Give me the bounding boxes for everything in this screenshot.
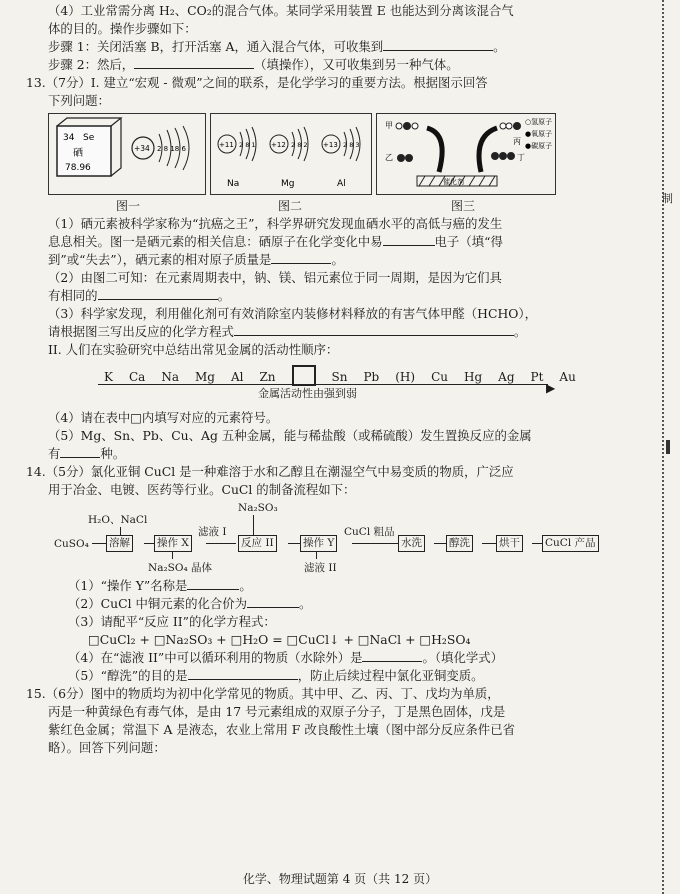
metal-pt: Pt bbox=[530, 370, 544, 384]
selenium-diagram bbox=[49, 114, 205, 194]
flow-vline bbox=[253, 515, 254, 535]
flow-box-dry: 烘干 bbox=[496, 535, 523, 552]
species-jia: 甲 bbox=[385, 121, 393, 130]
answer-blank[interactable] bbox=[60, 445, 100, 458]
figure-1 bbox=[48, 113, 206, 195]
q15-number: 15. bbox=[26, 686, 46, 701]
cucl-flowchart bbox=[48, 499, 652, 577]
q15-l3: 紫红色金属；常温下 A 是液态，农业上常用 F 改良酸性土壤（图中部分反应条件已省 bbox=[48, 722, 515, 737]
content bbox=[26, 2, 652, 757]
q13-intro1-text: （7分）I. 建立“宏观 - 微观”之间的联系，是化学学习的重要方法。根据图示回答 bbox=[45, 75, 488, 90]
q13-p3-2b: 。 bbox=[513, 324, 527, 339]
answer-blank[interactable] bbox=[247, 595, 299, 608]
q14-a1b: 。 bbox=[239, 578, 252, 593]
q14-a2b: 。 bbox=[299, 596, 312, 611]
flow-start: CuSO₄ bbox=[54, 538, 89, 550]
answer-blank[interactable] bbox=[98, 287, 218, 300]
flow-input-top: H₂O、NaCl bbox=[88, 514, 148, 526]
q13-p3-2 bbox=[48, 323, 652, 341]
flow-filtrate-2: 滤液 II bbox=[304, 562, 337, 574]
q13-part2: II. 人们在实验研究中总结出常见金属的活动性顺序： bbox=[48, 342, 339, 357]
q14-a5 bbox=[48, 667, 652, 685]
q14-a5b: ，防止后续过程中氯化亚铜变质。 bbox=[297, 668, 484, 683]
answer-blank[interactable] bbox=[234, 323, 514, 336]
figure-captions bbox=[48, 197, 652, 215]
flow-vline bbox=[172, 551, 173, 559]
mg-shells: 2 8 2 bbox=[291, 141, 308, 149]
caption-fig3: 图三 bbox=[450, 199, 475, 213]
answer-blank[interactable] bbox=[271, 251, 331, 264]
arrow-head-icon: ▶ bbox=[546, 381, 556, 395]
metal-zn: Zn bbox=[259, 370, 276, 384]
se-symbol: Se bbox=[83, 133, 95, 143]
se-mass: 78.96 bbox=[65, 163, 91, 173]
catalysis-diagram bbox=[377, 114, 555, 194]
q13-p5-2a: 有 bbox=[48, 446, 61, 461]
q13-p5-2b: 种。 bbox=[100, 446, 126, 461]
q14-intro2: 用于冶金、电镀、医药等行业。CuCl 的制备流程如下： bbox=[48, 482, 356, 497]
q14-a4 bbox=[48, 649, 652, 667]
q14-a4a: （4）在“滤液 II”中可以循环利用的物质（水除外）是 bbox=[68, 650, 363, 665]
flow-vline bbox=[316, 551, 317, 559]
q13-p1-2b: 电子（填“得 bbox=[434, 234, 503, 249]
page-footer: 化学、物理试题第 4 页（共 12 页） bbox=[242, 872, 438, 886]
al-atom bbox=[322, 127, 360, 189]
answer-blank[interactable] bbox=[383, 233, 435, 246]
binding-dotted-line bbox=[662, 0, 664, 894]
q13-p5-2 bbox=[48, 445, 652, 463]
metal-na: Na bbox=[161, 370, 179, 384]
flow-connector bbox=[482, 543, 496, 544]
answer-blank[interactable] bbox=[188, 667, 298, 680]
q13-p1-3 bbox=[48, 251, 652, 269]
flow-box-product: CuCl 产品 bbox=[542, 535, 599, 552]
q13-intro1 bbox=[26, 74, 652, 92]
caption-fig2: 图二 bbox=[277, 199, 302, 213]
flow-na2so3: Na₂SO₃ bbox=[238, 502, 278, 514]
metal-h: (H) bbox=[395, 370, 416, 384]
flow-connector bbox=[144, 543, 154, 544]
q14-a3-equation: □CuCl₂ + □Na₂SO₃ + □H₂O = □CuCl↓ + □NaCl + □H₂SO₄ bbox=[88, 632, 471, 647]
se-atomic-number: 34 bbox=[63, 133, 75, 143]
q14-a2 bbox=[48, 595, 652, 613]
flow-vline bbox=[120, 527, 121, 535]
q13-number: 13. bbox=[26, 75, 46, 90]
al-nucleus: +13 bbox=[323, 141, 338, 149]
q15-l1-text: （6分）图中的物质均为初中化学常见的物质。其中甲、乙、丙、丁、戊均为单质， bbox=[45, 686, 500, 701]
side-mark bbox=[666, 440, 670, 454]
q14-a5a: （5）“醇洗”的目的是 bbox=[68, 668, 188, 683]
q12-step2-b: （填操作），又可收集到另一种气体。 bbox=[254, 57, 459, 72]
q13-p2-2b: 。 bbox=[217, 288, 230, 303]
q13-p4: （4）请在表中□内填写对应的元素符号。 bbox=[48, 410, 279, 425]
flow-box-dissolve: 溶解 bbox=[106, 535, 133, 552]
caption-fig1: 图一 bbox=[115, 199, 140, 213]
q12-step1-text: 步骤 1：关闭活塞 B，打开活塞 A，通入混合气体，可收集到 bbox=[48, 39, 384, 54]
species-bing: 丙 bbox=[513, 137, 521, 146]
metal-answer-box[interactable] bbox=[292, 365, 316, 386]
answer-blank[interactable] bbox=[362, 649, 422, 662]
q14-intro1 bbox=[26, 463, 652, 481]
q13-p2-2 bbox=[48, 287, 652, 305]
q12-step1-end: 。 bbox=[493, 39, 506, 54]
flow-connector bbox=[352, 543, 398, 544]
na-shells: 2 8 1 bbox=[239, 141, 256, 149]
q12-step1 bbox=[48, 38, 652, 56]
al-label: Al bbox=[337, 179, 346, 189]
q13-p1-3a: 到”或“失去”），硒元素的相对原子质量是 bbox=[48, 252, 272, 267]
metal-ca: Ca bbox=[128, 370, 146, 384]
metal-hg: Hg bbox=[464, 370, 483, 384]
q13-p1-2a: 息息相关。图一是硒元素的相关信息：硒原子在化学变化中易 bbox=[48, 234, 383, 249]
side-char: 制 bbox=[662, 192, 673, 205]
answer-blank[interactable] bbox=[383, 38, 493, 51]
metal-al: Al bbox=[230, 370, 244, 384]
mg-nucleus: +12 bbox=[271, 141, 286, 149]
flow-filtrate-1: 滤液 I bbox=[198, 526, 227, 538]
legend-carbon: ●碳原子 bbox=[525, 142, 553, 150]
q13-p3-2a: 请根据图三写出反应的化学方程式 bbox=[48, 324, 234, 339]
q14-a4b: 。（填化学式） bbox=[422, 650, 504, 665]
flow-crude-cucl: CuCl 粗品 bbox=[344, 526, 395, 538]
q13-p2-2a: 有相同的 bbox=[48, 288, 98, 303]
q15-l2: 丙是一种黄绿色有毒气体，是由 17 号元素组成的双原子分子，丁是黑色固体，戊是 bbox=[48, 704, 506, 719]
na-label: Na bbox=[227, 179, 240, 189]
q12-line1: （4）工业常需分离 H₂、CO₂的混合气体。某同学采用装置 E 也能达到分离该混合气 bbox=[48, 3, 514, 18]
flow-box-operation-x: 操作 X bbox=[154, 535, 192, 552]
mg-atom bbox=[270, 127, 308, 189]
flow-na2so4-crystal: Na₂SO₄ 晶体 bbox=[148, 562, 213, 574]
q13-p1-2 bbox=[48, 233, 652, 251]
q15-l4: 略）。回答下列问题： bbox=[48, 740, 166, 755]
mg-label: Mg bbox=[281, 179, 295, 189]
metal-ag: Ag bbox=[498, 370, 515, 384]
flow-connector bbox=[206, 543, 236, 544]
figure-2 bbox=[210, 113, 372, 195]
flow-box-reaction-2: 反应 II bbox=[238, 535, 277, 552]
metal-k: K bbox=[104, 370, 113, 384]
q14-number: 14. bbox=[26, 464, 46, 479]
q12-step2-a: 步骤 2：然后， bbox=[48, 57, 135, 72]
metal-sn: Sn bbox=[331, 370, 348, 384]
flow-connector bbox=[532, 543, 542, 544]
se-nucleus: +34 bbox=[134, 144, 150, 153]
q13-p5-1: （5）Mg、Sn、Pb、Cu、Ag 五种金属，能与稀盐酸（或稀硫酸）发生置换反应的金属 bbox=[48, 428, 532, 443]
q14-a1a: （1）“操作 Y”名称是 bbox=[68, 578, 188, 593]
q12-step2 bbox=[48, 56, 652, 74]
na-atom bbox=[218, 127, 256, 189]
figure-3 bbox=[376, 113, 556, 195]
flow-connector bbox=[288, 543, 300, 544]
answer-blank[interactable] bbox=[134, 56, 254, 69]
q14-a1 bbox=[48, 577, 652, 595]
q13-figures bbox=[48, 113, 652, 197]
flow-connector bbox=[92, 543, 106, 544]
period3-atoms-diagram bbox=[211, 114, 371, 194]
al-shells: 2 8 3 bbox=[343, 141, 360, 149]
species-yi: 乙 bbox=[385, 153, 393, 162]
activity-series bbox=[48, 365, 652, 405]
q14-a3: （3）请配平“反应 II”的化学方程式： bbox=[68, 614, 276, 629]
q14-intro1-text: （5分）氯化亚铜 CuCl 是一种难溶于水和乙醇且在潮湿空气中易变质的物质，广泛应 bbox=[45, 464, 514, 479]
q13-p1-3b: 。 bbox=[331, 252, 344, 267]
legend-oxygen: ●氧原子 bbox=[525, 130, 553, 138]
flow-box-operation-y: 操作 Y bbox=[300, 535, 337, 552]
metal-pb: Pb bbox=[363, 370, 380, 384]
q12-line2: 体的目的。操作步骤如下： bbox=[48, 21, 197, 36]
answer-blank[interactable] bbox=[187, 577, 239, 590]
se-shells: 2 8 18 6 bbox=[157, 145, 186, 153]
metal-cu: Cu bbox=[431, 370, 448, 384]
legend-hydrogen: ○氢原子 bbox=[525, 118, 553, 126]
metal-mg: Mg bbox=[194, 370, 215, 384]
metal-list bbox=[104, 365, 592, 386]
activity-caption: 金属活动性由强到弱 bbox=[258, 387, 357, 400]
flow-connector bbox=[434, 543, 446, 544]
flow-box-alcohol-wash: 醇洗 bbox=[446, 535, 473, 552]
q15-l1 bbox=[26, 685, 652, 703]
flow-box-water-wash: 水洗 bbox=[398, 535, 425, 552]
catalyst-label: 催化剂 bbox=[443, 178, 464, 186]
q13-p2-1: （2）由图二可知：在元素周期表中，钠、镁、铝元素位于同一周期，是因为它们具 bbox=[48, 270, 502, 285]
q13-intro2: 下列问题： bbox=[48, 93, 110, 108]
q14-a2a: （2）CuCl 中铜元素的化合价为 bbox=[68, 596, 248, 611]
q13-p3-1: （3）科学家发现，利用催化剂可有效消除室内装修材料释放的有害气体甲醛（HCHO）， bbox=[48, 306, 537, 321]
species-ding: 丁 bbox=[517, 153, 525, 162]
metal-au: Au bbox=[559, 370, 576, 384]
na-nucleus: +11 bbox=[219, 141, 234, 149]
se-name: 硒 bbox=[73, 148, 83, 159]
q13-p1-1: （1）硒元素被科学家称为“抗癌之王”，科学界研究发现血硒水平的高低与癌的发生 bbox=[48, 216, 503, 231]
